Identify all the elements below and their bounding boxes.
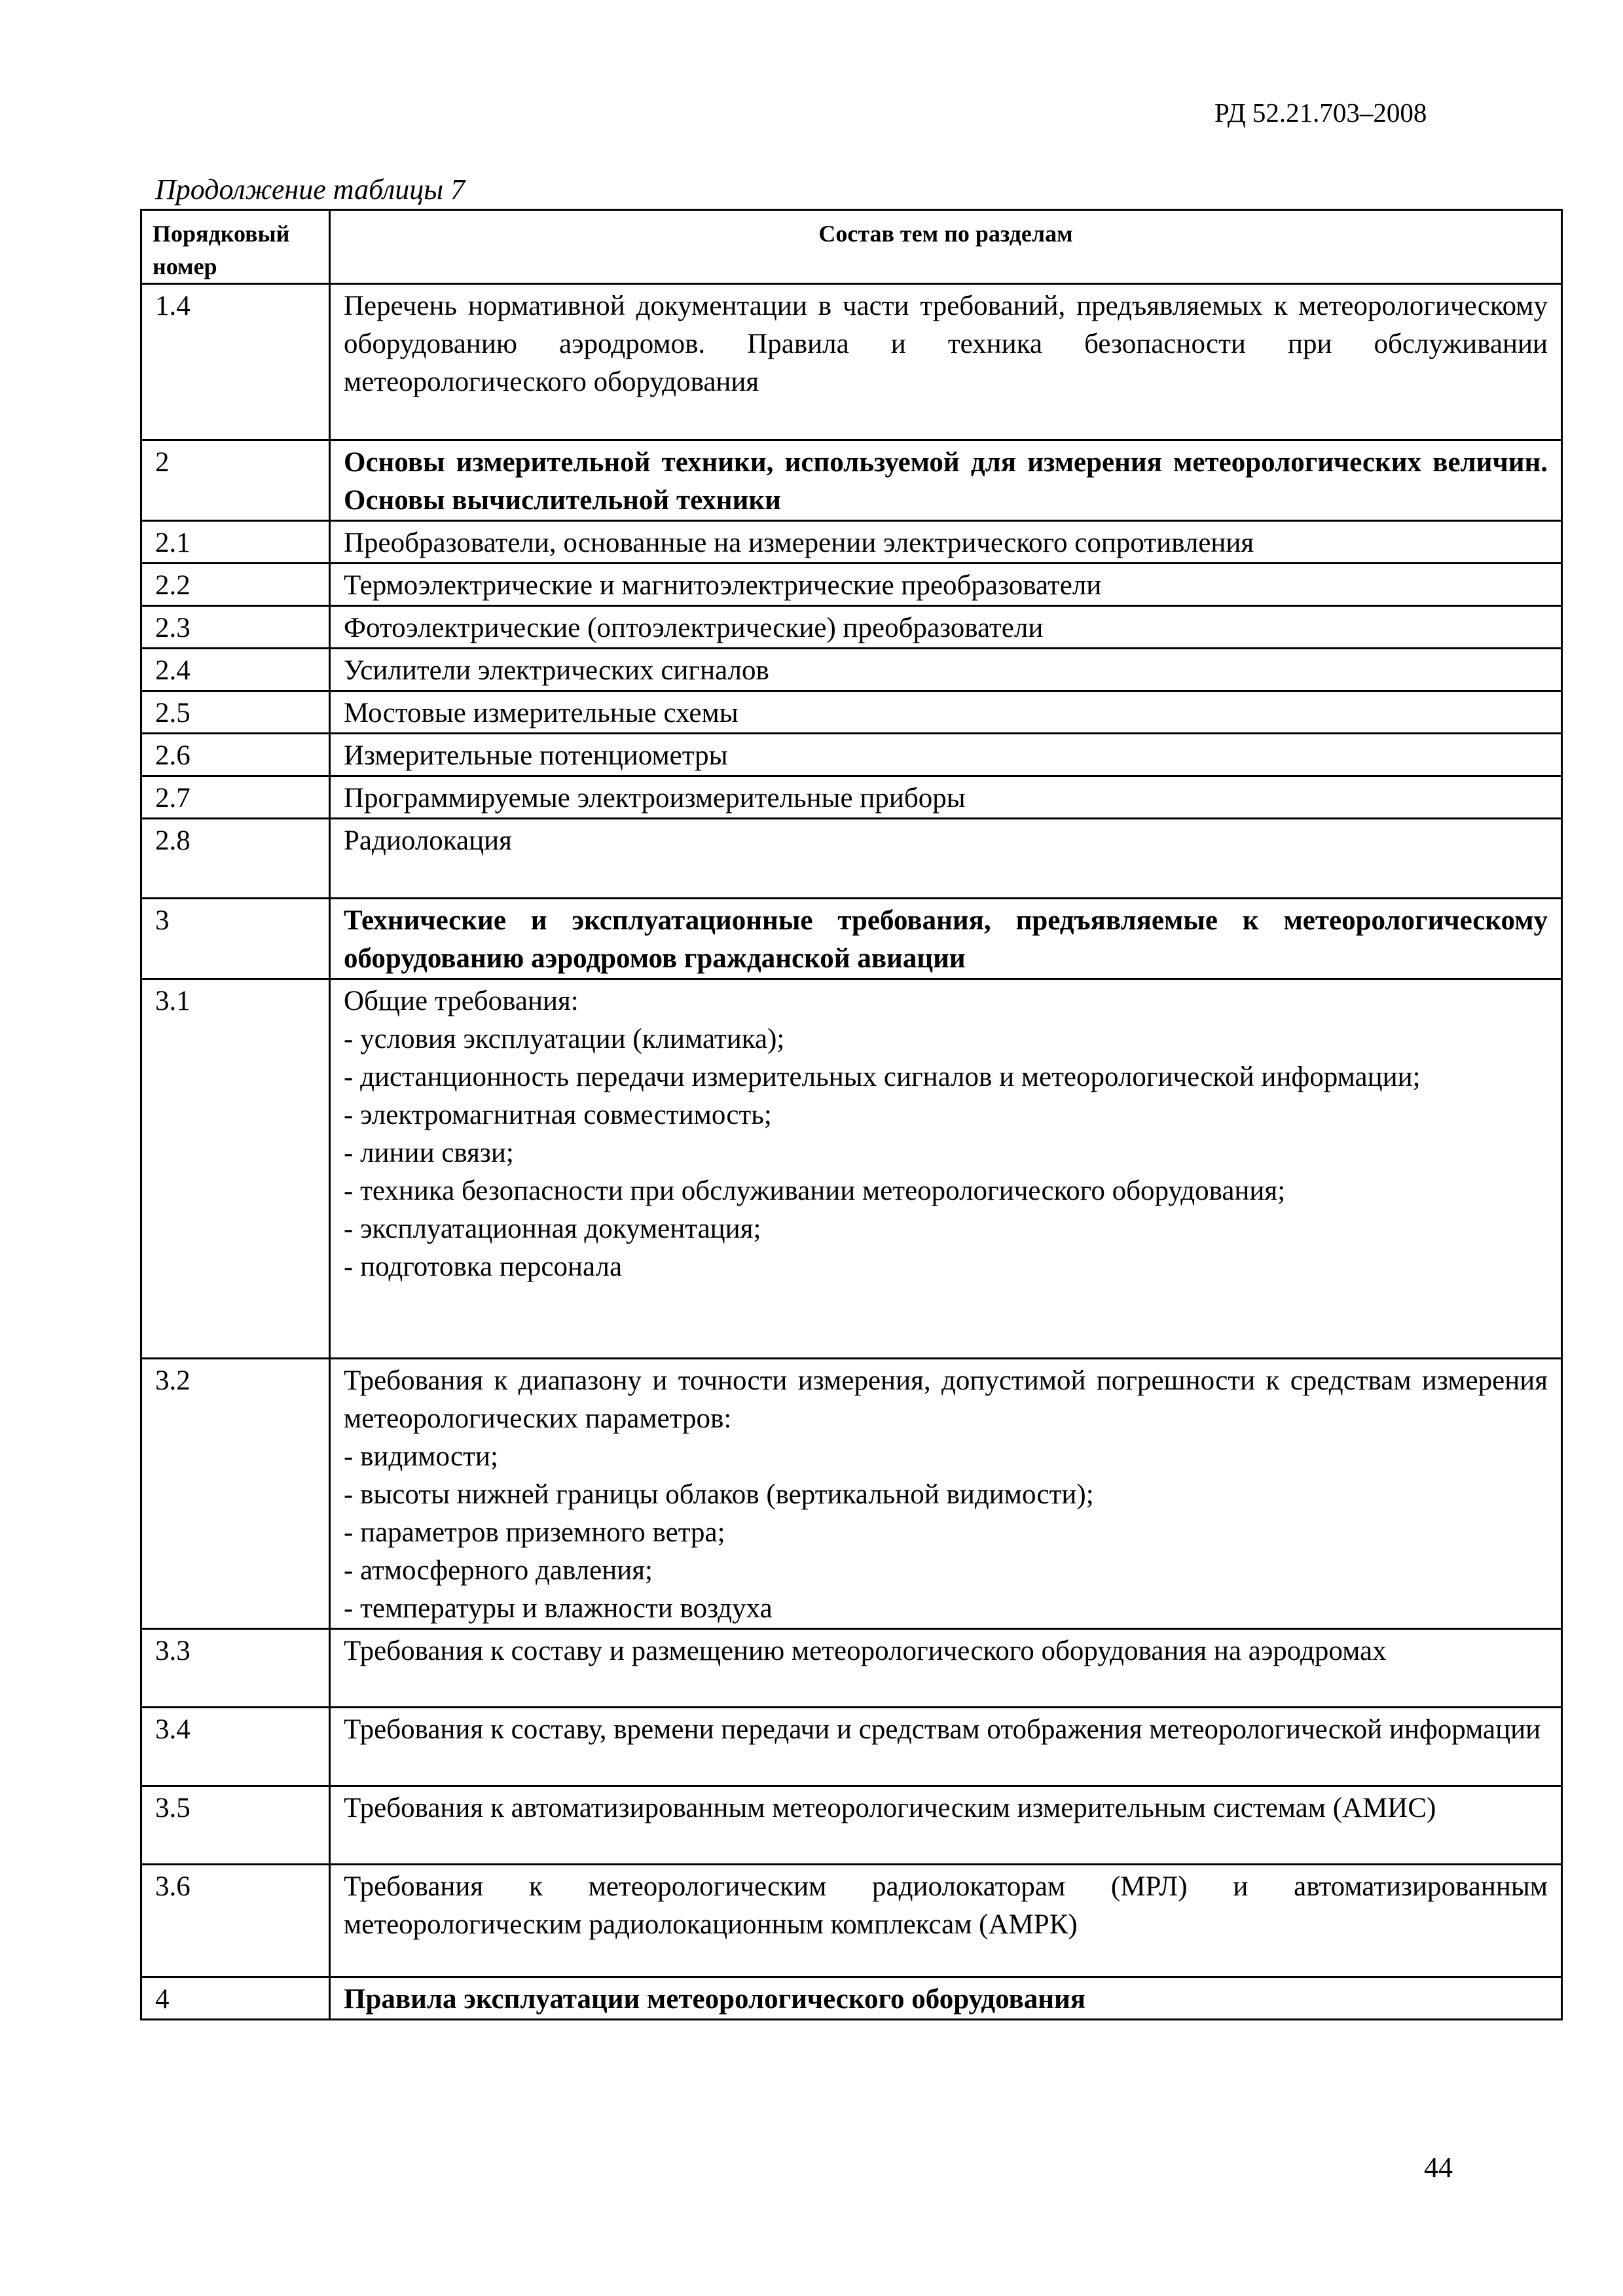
column-header-number: Порядковый номер [141, 210, 330, 284]
section-heading: Правила эксплуатации метеорологического оборудования [330, 1977, 1562, 2020]
row-text: Радиолокация [330, 819, 1562, 899]
row-number: 2.7 [141, 776, 330, 819]
column-header-topics: Состав тем по разделам [330, 210, 1562, 284]
list-item: - условия эксплуатации (климатика); [344, 1024, 785, 1054]
row-text-list [330, 979, 1562, 1359]
table-header-row [141, 210, 1562, 284]
table-caption: Продолжение таблицы 7 [155, 173, 465, 206]
document-code: РД 52.21.703–2008 [1214, 98, 1427, 128]
table-row [141, 1708, 1562, 1786]
row-number: 2.1 [141, 521, 330, 564]
row-text: Требования к автоматизированным метеорологическим измерительным системам (АМИС) [330, 1786, 1562, 1865]
topics-table [140, 209, 1563, 2020]
table-row [141, 979, 1562, 1359]
row-text: Мостовые измерительные схемы [330, 691, 1562, 734]
row-number: 2 [141, 440, 330, 521]
table-row [141, 1629, 1562, 1708]
section-heading: Технические и эксплуатационные требования, предъявляемые к метеорологическому оборудованию аэродромов гражданской авиации [330, 899, 1562, 979]
table-row [141, 1786, 1562, 1865]
table-row [141, 734, 1562, 776]
row-number: 3.4 [141, 1708, 330, 1786]
row-text: Перечень нормативной документации в части требований, предъявляемых к метеорологическому оборудованию аэродромов. Правила и техника безопасности при обслуживании метеорологического оборудования [330, 284, 1562, 440]
table-row [141, 1359, 1562, 1629]
list-item: - электромагнитная совместимость; [344, 1100, 772, 1130]
table-row [141, 564, 1562, 606]
list-item: - параметров приземного ветра; [344, 1517, 725, 1548]
row-number: 3.6 [141, 1865, 330, 1977]
row-text-list [330, 1359, 1562, 1629]
row-text: Термоэлектрические и магнитоэлектрические преобразователи [330, 564, 1562, 606]
list-item: - техника безопасности при обслуживании метеорологического оборудования; [344, 1175, 1286, 1206]
table-row [141, 606, 1562, 649]
list-item: - линии связи; [344, 1138, 514, 1168]
row-number: 1.4 [141, 284, 330, 440]
table-row [141, 440, 1562, 521]
row-number: 2.8 [141, 819, 330, 899]
table-row [141, 649, 1562, 691]
list-item: - видимости; [344, 1441, 498, 1472]
list-item: - подготовка персонала [344, 1251, 623, 1282]
row-text: Требования к составу, времени передачи и средствам отображения метеорологической информации [330, 1708, 1562, 1786]
table-row [141, 691, 1562, 734]
row-text: Измерительные потенциометры [330, 734, 1562, 776]
row-number: 3 [141, 899, 330, 979]
list-item: - высоты нижней границы облаков (вертикальной видимости); [344, 1479, 1094, 1510]
row-text: Преобразователи, основанные на измерении электрического сопротивления [330, 521, 1562, 564]
list-item: - атмосферного давления; [344, 1555, 653, 1586]
table-row [141, 1977, 1562, 2020]
row-text: Требования к составу и размещению метеорологического оборудования на аэродромах [330, 1629, 1562, 1708]
row-number: 2.4 [141, 649, 330, 691]
row-number: 3.2 [141, 1359, 330, 1629]
table-row [141, 521, 1562, 564]
row-text: Требования к метеорологическим радиолокаторам (МРЛ) и автоматизированным метеорологическим радиолокационным комплексам (АМРК) [330, 1865, 1562, 1977]
row-number: 3.1 [141, 979, 330, 1359]
row-number: 2.5 [141, 691, 330, 734]
table-row [141, 284, 1562, 440]
row-number: 3.3 [141, 1629, 330, 1708]
list-item: Общие требования: [344, 986, 579, 1016]
table-row [141, 776, 1562, 819]
section-heading: Основы измерительной техники, используемой для измерения метеорологических величин. Основы вычислительной техники [330, 440, 1562, 521]
row-number: 4 [141, 1977, 330, 2020]
list-item: Требования к диапазону и точности измерения, допустимой погрешности к средствам измерения метеорологических параметров: [344, 1365, 1548, 1434]
row-text: Усилители электрических сигналов [330, 649, 1562, 691]
table-row [141, 899, 1562, 979]
table-row [141, 819, 1562, 899]
row-number: 2.3 [141, 606, 330, 649]
list-item: - температуры и влажности воздуха [344, 1593, 773, 1624]
table-row [141, 1865, 1562, 1977]
list-item: - дистанционность передачи измерительных сигналов и метеорологической информации; [344, 1062, 1421, 1092]
list-item: - эксплуатационная документация; [344, 1213, 761, 1244]
row-number: 2.6 [141, 734, 330, 776]
row-text: Программируемые электроизмерительные приборы [330, 776, 1562, 819]
page-number: 44 [1424, 2151, 1453, 2183]
row-text: Фотоэлектрические (оптоэлектрические) преобразователи [330, 606, 1562, 649]
row-number: 2.2 [141, 564, 330, 606]
row-number: 3.5 [141, 1786, 330, 1865]
